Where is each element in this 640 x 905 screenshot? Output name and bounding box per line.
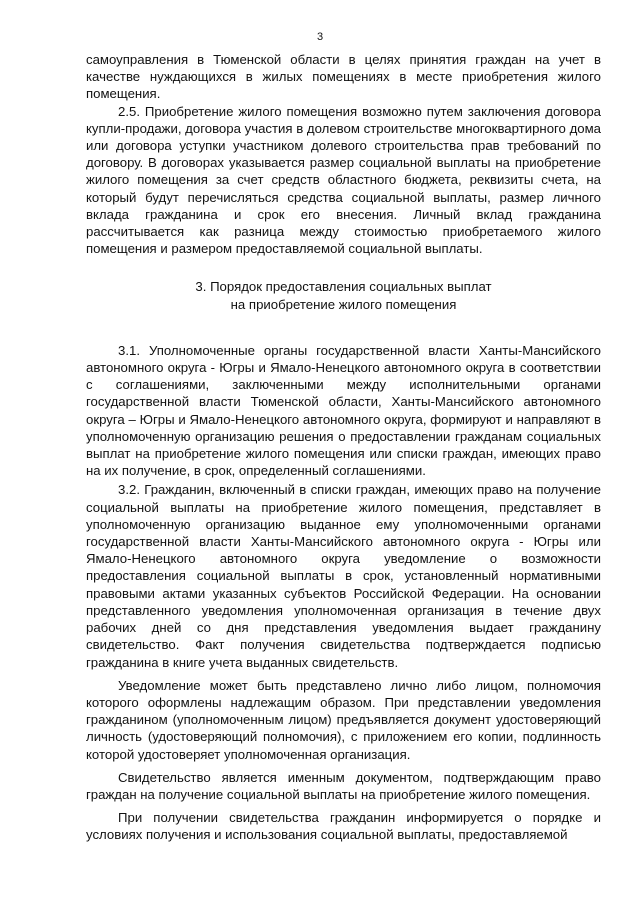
section-heading-line-1: 3. Порядок предоставления социальных выплат — [195, 279, 492, 295]
paragraph-certificate: Свидетельство является именным документом, подтверждающим право граждан на получение социальной выплаты на приобретение жилого помещения. — [86, 769, 601, 802]
paragraph-informing: При получении свидетельства гражданин информируется о порядке и условиях получения и использования социальной выплаты, предоставляемой — [86, 810, 601, 843]
section-heading-line-2: на приобретение жилого помещения — [230, 296, 457, 312]
paragraph-2-5: 2.5. Приобретение жилого помещения возможно путем заключения договора купли-продажи, договора участия в долевом строительстве многоквартирного дома или договора уступки участником долевого строительства прав требований по договору. В договорах указывается размер социальной выплаты на приобретение жилого помещения за счет средств областного бюджета, реквизиты счета, на который будут перечисляться средства социальной выплаты, размер личного вклада гражданина и срок его внесения. Личный вклад гражданина рассчитывается как разница между стоимостью приобретаемого жилого помещения и размером предоставляемой социальной выплаты. — [86, 103, 601, 257]
paragraph-3-1: 3.1. Уполномоченные органы государственной власти Ханты-Мансийского автономного округа - Югры и Ямало-Ненецкого автономного округа в соответствии с соглашениями, заключенными между исполнительными органами государственной власти Тюменской области, Ханты-Мансийского автономного округа – Югры и Ямало-Ненецкого автономного округа, формируют и направляют в уполномоченную организацию решения о предоставлении гражданам социальных выплат на приобретение жилого помещения или списки граждан, имеющих право на их получение, в срок, определенный соглашениями. — [86, 342, 601, 479]
paragraph-continuation: самоуправления в Тюменской области в целях принятия граждан на учет в качестве нуждающихся в жилых помещениях в месте приобретения жилого помещения. — [86, 52, 601, 102]
paragraph-notification: Уведомление может быть представлено лично либо лицом, полномочия которого оформлены надлежащим образом. При представлении уведомления гражданином (уполномоченным лицом) предъявляется документ удостоверяющий личность (удостоверяющий полномочия), с приложением его копии, подлинность которой удостоверяет уполномоченная организация. — [86, 677, 601, 762]
section-heading — [86, 278, 601, 312]
paragraph-3-2: 3.2. Гражданин, включенный в списки граждан, имеющих право на получение социальной выплаты на приобретение жилого помещения, представляет в уполномоченную организацию выданное ему уполномоченными органами государственной власти Ханты-Мансийского автономного округа - Югры или Ямало-Ненецкого автономного округа уведомление о возможности предоставления социальной выплаты в срок, установленный нормативными правовыми актами указанных субъектов Российской Федерации. На основании представленного уведомления уполномоченная организация в течение двух рабочих дней со дня представления уведомления выдает гражданину свидетельство. Факт получения свидетельства подтверждается подписью гражданина в книге учета выданных свидетельств. — [86, 482, 601, 670]
document-body — [86, 51, 601, 844]
page-number: 3 — [316, 31, 324, 43]
